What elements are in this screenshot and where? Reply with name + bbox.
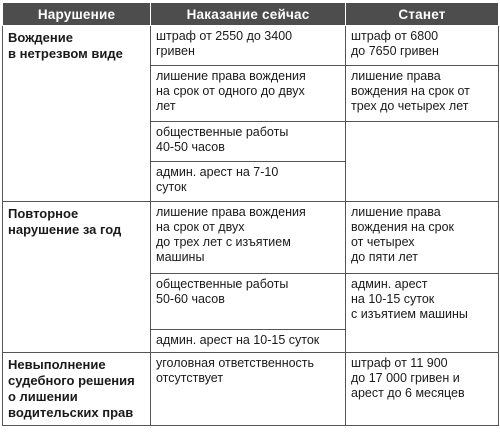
table-row [3, 202, 499, 274]
future-penalty-cell: лишение права вождения на срок от четырех до пяти лет [346, 202, 499, 274]
current-penalty-cell: общественные работы 40-50 часов [151, 122, 346, 162]
future-penalty-cell: штраф от 6800 до 7650 гривен [346, 26, 499, 66]
violation-court-noncompliance: Невыполнение судебного решения о лишении водительских прав [3, 353, 151, 426]
header-current-penalty: Наказание сейчас [151, 3, 346, 26]
future-penalty-cell-empty [346, 122, 499, 202]
violation-drunk-driving: Вождение в нетрезвом виде [3, 26, 151, 202]
future-penalty-cell: лишение права вождения на срок от трех до четырех лет [346, 66, 499, 122]
current-penalty-cell: штраф от 2550 до 3400 гривен [151, 26, 346, 66]
current-penalty-cell: админ. арест на 7-10 суток [151, 162, 346, 202]
header-violation: Нарушение [3, 3, 151, 26]
penalty-comparison-table [2, 2, 499, 426]
violation-repeated: Повторное нарушение за год [3, 202, 151, 353]
header-row [3, 3, 499, 26]
future-penalty-cell: админ. арест на 10-15 суток с изъятием машины [346, 274, 499, 353]
table-row [3, 353, 499, 426]
header-future-penalty: Станет [346, 3, 499, 26]
current-penalty-cell: лишение права вождения на срок от двух до трех лет с изъятием машины [151, 202, 346, 274]
table-row [3, 26, 499, 66]
current-penalty-cell: общественные работы 50-60 часов [151, 274, 346, 330]
current-penalty-cell: админ. арест на 10-15 суток [151, 330, 346, 353]
future-penalty-cell: штраф от 11 900 до 17 000 гривен и арест до 6 месяцев [346, 353, 499, 426]
current-penalty-cell: уголовная ответственность отсутствует [151, 353, 346, 426]
current-penalty-cell: лишение права вождения на срок от одного до двух лет [151, 66, 346, 122]
